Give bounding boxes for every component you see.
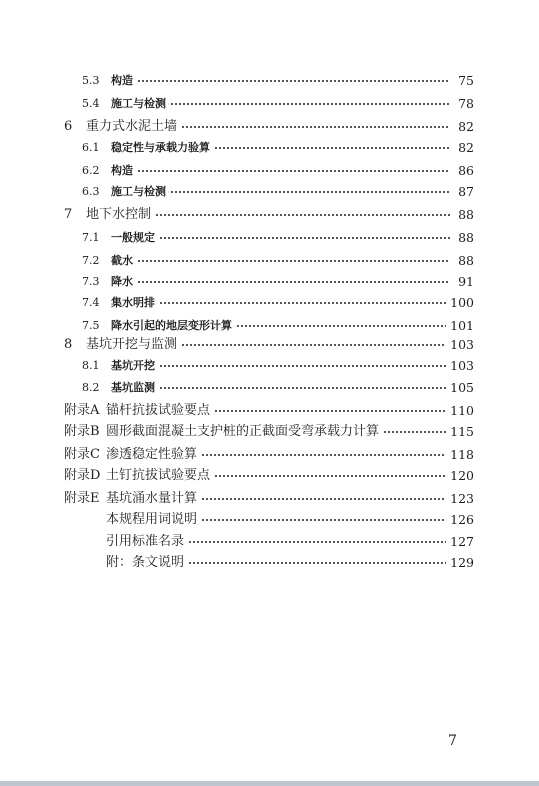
toc-entry [82,138,474,158]
dot-leader [137,251,450,271]
dot-leader [188,532,446,552]
toc-entry-number: 附录E [64,491,100,506]
toc-entry-title: 基坑开挖 [111,359,155,372]
toc-entry [64,553,474,573]
toc-entry-title: 锚杆抗拔试验要点 [106,403,211,418]
toc-entry-page: 123 [450,491,474,506]
toc-entry-number: 8.2 [82,381,100,394]
toc-entry-number: 5.3 [82,74,100,87]
toc-entry-page: 78 [458,96,474,111]
toc-entry [82,356,474,376]
toc-entry [64,466,474,486]
toc-entry-page: 115 [450,424,474,439]
toc-entry-page: 127 [450,534,474,549]
toc-entry-page: 86 [458,163,474,178]
toc-entry-page: 126 [450,512,474,527]
dot-leader [170,182,450,202]
toc-entry-page: 91 [458,274,474,289]
dot-leader [214,466,446,486]
dot-leader [383,422,446,442]
toc-entry-number: 附录B [64,424,100,439]
toc-entry [64,401,474,421]
toc-entry-title: 地下水控制 [86,207,152,222]
dot-leader [159,356,446,376]
toc-entry-number: 7.4 [82,296,100,309]
dot-leader [155,205,450,225]
toc-entry [82,161,474,181]
toc-entry-title: 渗透稳定性验算 [106,447,198,462]
dot-leader [201,489,446,509]
dot-leader [181,117,450,137]
dot-leader [170,94,450,114]
page-number: 7 [448,733,457,749]
dot-leader [236,316,446,336]
toc-entry-number: 7.5 [82,319,100,332]
toc-entry-number: 7.1 [82,231,100,244]
toc-entry-number: 6.3 [82,185,100,198]
toc-entry-number: 7 [64,207,73,222]
toc-entry-title: 土钉抗拔试验要点 [106,468,211,483]
toc-entry [64,335,474,355]
toc-entry-title: 一般规定 [111,231,155,244]
toc-entry-title: 本规程用词说明 [106,512,198,527]
dot-leader [137,161,450,181]
toc-entry [82,251,474,271]
toc-entry [82,316,474,336]
toc-entry-title: 集水明排 [111,296,155,309]
dot-leader [201,445,446,465]
toc-entry-page: 87 [458,184,474,199]
toc-entry-title: 基坑开挖与监测 [86,337,178,352]
toc-entry [82,71,474,91]
toc-entry [64,117,474,137]
toc-entry-title: 施工与检测 [111,97,166,110]
toc-entry-title: 降水引起的地层变形计算 [111,319,232,332]
dot-leader [159,293,446,313]
dot-leader [188,553,446,573]
toc-entry-page: 103 [450,337,474,352]
toc-entry [82,182,474,202]
toc-entry-number: 8.1 [82,359,100,372]
toc-entry-number: 7.3 [82,275,100,288]
toc-entry [64,510,474,530]
toc-entry-title: 降水 [111,275,133,288]
toc-entry-number: 附录C [64,447,100,462]
toc-entry-page: 82 [458,140,474,155]
toc-entry-title: 施工与检测 [111,185,166,198]
toc-entry-page: 101 [450,318,474,333]
toc-entry-page: 103 [450,358,474,373]
toc-entry-page: 88 [458,253,474,268]
dot-leader [214,401,446,421]
toc-entry [82,272,474,292]
toc-entry-number: 附录D [64,468,101,483]
toc-entry-title: 截水 [111,254,133,267]
toc-entry-number: 6 [64,119,73,134]
toc-entry [82,228,474,248]
dot-leader [159,378,446,398]
toc-entry-page: 120 [450,468,474,483]
toc-entry [64,445,474,465]
toc-entry-page: 129 [450,555,474,570]
toc-entry-number: 7.2 [82,254,100,267]
toc-entry-number: 8 [64,337,73,352]
toc-entry [82,94,474,114]
dot-leader [201,510,446,530]
toc-entry [82,378,474,398]
toc-entry-title: 引用标准名录 [106,534,185,549]
toc-entry-page: 88 [458,207,474,222]
toc-entry-title: 重力式水泥土墙 [86,119,178,134]
toc-entry-page: 118 [450,447,474,462]
bottom-edge [0,781,539,786]
toc-entry-number: 6.2 [82,164,100,177]
toc-entry-page: 82 [458,119,474,134]
toc-entry-title: 圆形截面混凝土支护桩的正截面受弯承载力计算 [106,424,380,439]
toc-entry-page: 100 [450,295,474,310]
toc-entry-title: 构造 [111,164,133,177]
dot-leader [214,138,450,158]
dot-leader [181,335,446,355]
toc-entry-title: 稳定性与承载力验算 [111,141,210,154]
toc-entry-title: 基坑监测 [111,381,155,394]
toc-entry-page: 105 [450,380,474,395]
toc-entry-page: 88 [458,230,474,245]
toc-entry [64,489,474,509]
dot-leader [159,228,450,248]
dot-leader [137,71,450,91]
toc-entry-title: 构造 [111,74,133,87]
dot-leader [137,272,450,292]
toc-entry [64,205,474,225]
toc-entry [64,422,474,442]
toc-entry [64,532,474,552]
toc-entry-page: 75 [458,73,474,88]
toc-entry [82,293,474,313]
toc-entry-number: 5.4 [82,97,100,110]
toc-entry-number: 附录A [64,403,100,418]
toc-entry-number: 6.1 [82,141,100,154]
toc-entry-title: 附：条文说明 [106,555,185,570]
toc-entry-page: 110 [450,403,474,418]
toc-entry-title: 基坑涌水量计算 [106,491,198,506]
